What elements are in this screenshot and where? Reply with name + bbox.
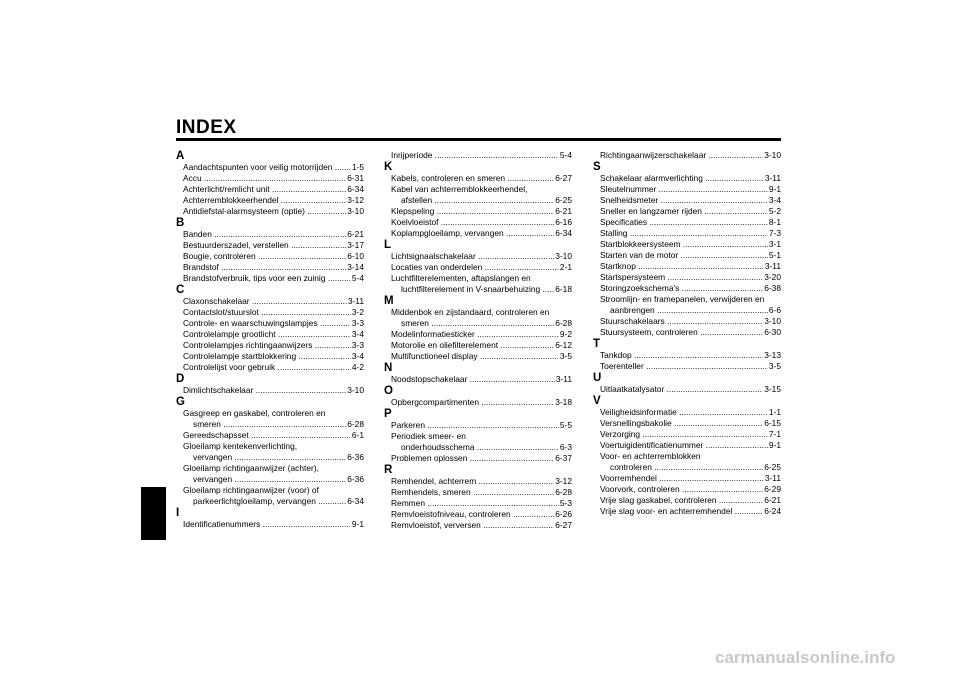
- index-entry-line1: Luchtfilterelementen, aftapslangen en: [391, 273, 531, 283]
- index-entry-text: Achterlicht/remlicht unit: [183, 184, 272, 194]
- index-entry-page: 5-4: [351, 273, 364, 283]
- index-entry-text: Bougie, controleren: [183, 251, 258, 261]
- index-entry-text: parkeerlichtgloeilamp, vervangen: [193, 496, 319, 506]
- index-entry: [384, 453, 572, 464]
- index-entry-page: 6-36: [347, 452, 364, 462]
- index-entry-page: 3-11: [764, 173, 781, 183]
- index-entry: [593, 418, 781, 429]
- index-entry-text: Remhendel, achterrem: [391, 476, 479, 486]
- index-entry-text: Noodstopschakelaar: [391, 374, 470, 384]
- index-entry: [384, 476, 572, 487]
- dot-leader: [234, 474, 364, 484]
- index-entry-page: 3-14: [347, 262, 364, 272]
- dot-leader: [431, 318, 572, 328]
- index-entry-page: 6-28: [555, 318, 572, 328]
- index-letter-t: T: [593, 338, 601, 350]
- index-entry-text: Startblokkeersysteem: [600, 239, 683, 249]
- dot-leader: [477, 329, 572, 339]
- index-entry: [593, 261, 781, 272]
- index-entry-text: Identificatienummers: [183, 519, 263, 529]
- index-letter-o: O: [384, 385, 393, 397]
- index-entry: [176, 441, 364, 463]
- index-entry-page: 6-15: [764, 418, 781, 428]
- index-entry-page: 6-31: [347, 173, 364, 183]
- index-entry: [593, 150, 781, 161]
- index-entry: [593, 184, 781, 195]
- index-entry-page: 6-16: [555, 217, 572, 227]
- dot-leader: [634, 350, 781, 360]
- watermark: carmanualsonline.info: [715, 648, 896, 667]
- index-entry-page: 2-1: [559, 262, 572, 272]
- index-entry-text: Remvloeistof, verversen: [391, 520, 484, 530]
- dot-leader: [214, 229, 364, 239]
- index-entry-text: Controlelampje grootlicht: [183, 329, 278, 339]
- chapter-side-tab: [141, 487, 166, 540]
- index-entry-text: Vrije slag voor- en achterremhendel: [600, 506, 735, 516]
- index-entry-text: Brandstof: [183, 262, 222, 272]
- index-entry: [384, 184, 572, 206]
- index-entry-text: Voorremhendel: [600, 473, 660, 483]
- index-entry: [593, 384, 781, 395]
- index-entry: [384, 498, 572, 509]
- index-letter-g: G: [176, 396, 185, 408]
- dot-leader: [659, 184, 781, 194]
- dot-leader: [261, 307, 364, 317]
- index-entry: [384, 251, 572, 262]
- index-entry-text: luchtfilterelement in V-snaarbehuizing: [401, 284, 543, 294]
- index-entry-page: 3-4: [351, 351, 364, 361]
- index-letter-d: D: [176, 373, 185, 385]
- index-entry-text: Locaties van onderdelen: [391, 262, 485, 272]
- index-entry: [176, 240, 364, 251]
- index-entry-page: 9-1: [768, 440, 781, 450]
- index-entry-text: Remvloeistofniveau, controleren: [391, 509, 513, 519]
- index-entry-page: 6-36: [347, 474, 364, 484]
- index-entry-text: Starten van de motor: [600, 250, 681, 260]
- index-entry-page: 3-15: [764, 384, 781, 394]
- index-entry-page: 3-3: [351, 318, 364, 328]
- index-entry-line1: Gloeilamp richtingaanwijzer (voor) of: [183, 485, 319, 495]
- index-entry-page: 3-10: [764, 150, 781, 160]
- index-column-3: [593, 150, 781, 517]
- dot-leader: [204, 173, 364, 183]
- index-entry-text: Startknop: [600, 261, 639, 271]
- index-entry: [593, 484, 781, 495]
- index-entry-page: 3-11: [347, 296, 364, 306]
- index-entry: [384, 217, 572, 228]
- dot-leader: [477, 442, 572, 452]
- index-entry-text: Stuurschakelaars: [600, 316, 668, 326]
- index-letter-p: P: [384, 408, 392, 420]
- index-entry: [593, 350, 781, 361]
- dot-leader: [435, 150, 572, 160]
- index-entry-page: 5-2: [768, 206, 781, 216]
- index-letter-i: I: [176, 507, 180, 519]
- index-entry-text: afstellen: [401, 195, 435, 205]
- index-entry: [384, 173, 572, 184]
- index-entry-text: Achterremblokkeerhendel: [183, 195, 281, 205]
- index-entry-page: 1-1: [768, 407, 781, 417]
- index-entry-page: 7-3: [768, 228, 781, 238]
- index-entry-text: Richtingaanwijzerschakelaar: [600, 150, 709, 160]
- index-entry: [176, 351, 364, 362]
- dot-leader: [263, 519, 364, 529]
- index-entry: [384, 431, 572, 453]
- index-entry-text: Gereedschapsset: [183, 430, 251, 440]
- index-entry: [384, 206, 572, 217]
- index-entry-text: Specificaties: [600, 217, 650, 227]
- index-entry-text: Remhendels, smeren: [391, 487, 473, 497]
- index-entry: [176, 385, 364, 396]
- dot-leader: [221, 262, 364, 272]
- index-entry: [176, 307, 364, 318]
- index-entry-page: 5-3: [559, 498, 572, 508]
- index-entry: [593, 239, 781, 250]
- index-entry: [593, 250, 781, 261]
- index-entry-text: Verzorging: [600, 429, 643, 439]
- index-entry-text: Problemen oplossen: [391, 453, 470, 463]
- index-entry-text: Sneller en langzamer rijden: [600, 206, 705, 216]
- index-entry-page: 6-34: [347, 184, 364, 194]
- index-entry: [176, 251, 364, 262]
- index-entry: [176, 485, 364, 507]
- index-entry: [176, 362, 364, 373]
- dot-leader: [654, 462, 781, 472]
- index-entry-page: 6-27: [555, 173, 572, 183]
- index-entry-text: Toerenteller: [600, 361, 647, 371]
- index-entry: [384, 329, 572, 340]
- index-entry: [593, 316, 781, 327]
- index-letter-m: M: [384, 295, 394, 307]
- index-letter-b: B: [176, 217, 185, 229]
- index-entry-page: 4-2: [351, 362, 364, 372]
- dot-leader: [638, 261, 781, 271]
- index-entry-text: Schakelaar alarmverlichting: [600, 173, 706, 183]
- index-entry-page: 5-4: [559, 150, 572, 160]
- index-entry: [384, 307, 572, 329]
- index-entry-page: 3-2: [351, 307, 364, 317]
- index-letter-l: L: [384, 239, 392, 251]
- dot-leader: [649, 217, 781, 227]
- index-entry: [176, 229, 364, 240]
- dot-leader: [223, 419, 364, 429]
- dot-leader: [646, 361, 781, 371]
- index-entry-page: 9-1: [351, 519, 364, 529]
- dot-leader: [630, 228, 781, 238]
- dot-leader: [427, 420, 572, 430]
- index-entry: [384, 340, 572, 351]
- index-entry: [593, 283, 781, 294]
- dot-leader: [437, 206, 572, 216]
- index-entry: [593, 429, 781, 440]
- index-entry-page: 6-29: [764, 484, 781, 494]
- index-entry-text: Koplampgloeilamp, vervangen: [391, 228, 506, 238]
- dot-leader: [251, 430, 364, 440]
- index-letter-k: K: [384, 161, 393, 173]
- index-entry-text: Claxonschakelaar: [183, 296, 252, 306]
- index-entry-page: 3-5: [559, 351, 572, 361]
- index-entry-text: aanbrengen: [610, 305, 658, 315]
- index-entry-text: Tankdop: [600, 350, 634, 360]
- index-entry-page: 3-10: [764, 316, 781, 326]
- index-entry-line1: Gloeilamp kentekenverlichting,: [183, 441, 298, 451]
- index-entry: [176, 340, 364, 351]
- index-entry-text: Bestuurderszadel, verstellen: [183, 240, 291, 250]
- index-entry-text: Kabels, controleren en smeren: [391, 173, 508, 183]
- index-entry: [593, 361, 781, 372]
- index-entry: [593, 206, 781, 217]
- index-entry-page: 6-30: [764, 327, 781, 337]
- index-entry-page: 6-37: [555, 453, 572, 463]
- dot-leader: [679, 407, 781, 417]
- dot-leader: [441, 217, 572, 227]
- index-entry-text: Banden: [183, 229, 215, 239]
- index-entry-page: 3-17: [347, 240, 364, 250]
- index-entry-text: Lichtsignaalschakelaar: [391, 251, 479, 261]
- index-entry-page: 3-5: [768, 361, 781, 371]
- index-entry-text: Opbergcompartimenten: [391, 397, 482, 407]
- index-entry-text: Remmen: [391, 498, 428, 508]
- index-entry: [593, 228, 781, 239]
- index-entry-line1: Gasgreep en gaskabel, controleren en: [183, 408, 326, 418]
- index-entry-text: Controlelijst voor gebruik: [183, 362, 278, 372]
- index-entry-text: vervangen: [193, 452, 235, 462]
- index-entry-text: smeren: [193, 419, 224, 429]
- index-entry: [176, 463, 364, 485]
- index-entry-line1: Periodiek smeer- en: [391, 431, 466, 441]
- index-entry-text: Versnellingsbakolie: [600, 418, 675, 428]
- index-entry-page: 3-3: [351, 340, 364, 350]
- index-entry: [176, 206, 364, 217]
- index-entry-text: Koelvloeistof: [391, 217, 441, 227]
- index-entry-text: onderhoudsschema: [401, 442, 477, 452]
- index-entry-page: 3-13: [764, 350, 781, 360]
- index-entry-page: 5-5: [559, 420, 572, 430]
- index-entry-page: 3-10: [347, 206, 364, 216]
- dot-leader: [642, 429, 781, 439]
- index-entry-page: 6-38: [764, 283, 781, 293]
- index-entry-text: Inrijperiode: [391, 150, 435, 160]
- index-entry-page: 6-21: [555, 206, 572, 216]
- index-entry-text: Antidiefstal-alarmsysteem (optie): [183, 206, 308, 216]
- index-entry: [384, 262, 572, 273]
- page-title: INDEX: [176, 117, 237, 138]
- index-entry-page: 6-24: [764, 506, 781, 516]
- index-entry-line1: Middenbok en zijstandaard, controleren en: [391, 307, 550, 317]
- index-entry-page: 3-12: [555, 476, 572, 486]
- index-entry-line1: Gloeilamp richtingaanwijzer (achter),: [183, 463, 319, 473]
- index-letter-n: N: [384, 362, 393, 374]
- index-entry-text: Klepspeling: [391, 206, 437, 216]
- index-entry-text: controleren: [610, 462, 655, 472]
- index-entry: [593, 407, 781, 418]
- index-entry-text: Stalling: [600, 228, 630, 238]
- index-entry: [593, 440, 781, 451]
- index-entry-text: Snelheidsmeter: [600, 195, 661, 205]
- index-entry-text: Dimlichtschakelaar: [183, 385, 256, 395]
- index-entry-page: 6-18: [555, 284, 572, 294]
- index-entry-text: Stuursysteem, controleren: [600, 327, 701, 337]
- index-entry: [593, 272, 781, 283]
- index-entry: [593, 195, 781, 206]
- index-entry-line1: Kabel van achterremblokkeerhendel,: [391, 184, 528, 194]
- dot-leader: [427, 498, 572, 508]
- index-entry-page: 9-1: [768, 184, 781, 194]
- index-entry: [176, 262, 364, 273]
- index-entry-page: 6-28: [347, 419, 364, 429]
- index-entry-page: 3-20: [764, 272, 781, 282]
- index-entry-page: 3-4: [768, 195, 781, 205]
- index-entry-text: Modelinformatiesticker: [391, 329, 478, 339]
- index-letter-r: R: [384, 464, 393, 476]
- index-entry-page: 6-3: [559, 442, 572, 452]
- index-entry-page: 7-1: [768, 429, 781, 439]
- index-entry: [176, 318, 364, 329]
- index-entry-text: Voertuigidentificatienummer: [600, 440, 706, 450]
- index-letter-c: C: [176, 284, 185, 296]
- index-entry: [384, 420, 572, 431]
- index-entry-page: 6-27: [555, 520, 572, 530]
- index-entry: [593, 495, 781, 506]
- index-entry-page: 6-21: [764, 495, 781, 505]
- index-entry-text: vervangen: [193, 474, 235, 484]
- dot-leader: [234, 452, 364, 462]
- index-entry-text: Aandachtspunten voor veilig motorrijden: [183, 162, 335, 172]
- index-entry-page: 1-5: [351, 162, 364, 172]
- index-entry: [384, 228, 572, 239]
- index-column-1: [176, 150, 364, 530]
- index-entry-page: 5-1: [768, 250, 781, 260]
- index-entry: [176, 273, 364, 284]
- index-entry-line1: Voor- en achterremblokken: [600, 451, 701, 461]
- index-entry: [176, 173, 364, 184]
- index-entry: [593, 451, 781, 473]
- index-entry-text: smeren: [401, 318, 432, 328]
- index-entry: [384, 351, 572, 362]
- index-letter-u: U: [593, 372, 602, 384]
- index-entry-text: Multifunctioneel display: [391, 351, 480, 361]
- index-entry: [176, 430, 364, 441]
- dot-leader: [681, 250, 781, 260]
- index-entry: [176, 408, 364, 430]
- index-entry-page: 6-34: [347, 496, 364, 506]
- index-entry-page: 3-10: [555, 251, 572, 261]
- index-entry-text: Storingzoekschema's: [600, 283, 682, 293]
- index-entry: [384, 520, 572, 531]
- index-entry: [384, 374, 572, 385]
- index-entry-page: 8-1: [768, 217, 781, 227]
- dot-leader: [657, 305, 781, 315]
- index-entry-page: 9-2: [559, 329, 572, 339]
- index-letter-a: A: [176, 150, 185, 162]
- index-entry: [593, 173, 781, 184]
- index-entry: [593, 506, 781, 517]
- index-entry-page: 3-10: [347, 385, 364, 395]
- index-entry-text: Controle- en waarschuwingslampjes: [183, 318, 320, 328]
- index-entry-page: 6-6: [768, 305, 781, 315]
- index-entry-page: 3-12: [347, 195, 364, 205]
- index-entry: [593, 294, 781, 316]
- dot-leader: [435, 195, 572, 205]
- index-entry-text: Accu: [183, 173, 204, 183]
- index-entry-page: 6-10: [347, 251, 364, 261]
- index-letter-v: V: [593, 395, 601, 407]
- index-entry-page: 6-25: [555, 195, 572, 205]
- index-entry-text: Vrije slag gaskabel, controleren: [600, 495, 719, 505]
- index-entry-text: Parkeren: [391, 420, 428, 430]
- index-entry: [176, 519, 364, 530]
- index-entry: [384, 150, 572, 161]
- index-entry-page: 6-25: [764, 462, 781, 472]
- index-entry: [176, 296, 364, 307]
- index-entry-page: 3-18: [555, 397, 572, 407]
- index-entry-text: Motorolie en oliefilterelement: [391, 340, 501, 350]
- index-entry-page: 6-34: [555, 228, 572, 238]
- index-entry-text: Brandstofverbruik, tips voor een zuinig: [183, 273, 328, 283]
- index-entry-page: 6-28: [555, 487, 572, 497]
- index-entry-page: 3-11: [764, 473, 781, 483]
- index-entry-page: 6-1: [351, 430, 364, 440]
- index-entry-page: 3-11: [764, 261, 781, 271]
- index-entry-text: Uitlaatkatalysator: [600, 384, 667, 394]
- index-entry: [384, 273, 572, 295]
- index-entry-page: 6-26: [555, 509, 572, 519]
- index-column-2: [384, 150, 572, 531]
- index-entry: [384, 509, 572, 520]
- index-entry-text: Controlelampjes richtingaanwijzers: [183, 340, 315, 350]
- index-entry: [176, 195, 364, 206]
- index-entry-text: Startspersysteem: [600, 272, 668, 282]
- index-entry-text: Contactslot/stuurslot: [183, 307, 262, 317]
- index-entry: [176, 184, 364, 195]
- index-entry: [593, 217, 781, 228]
- index-letter-s: S: [593, 161, 601, 173]
- dot-leader: [659, 473, 781, 483]
- index-entry-text: Controlelampje startblokkering: [183, 351, 299, 361]
- dot-leader: [683, 239, 781, 249]
- index-entry: [176, 329, 364, 340]
- index-entry-page: 3-4: [351, 329, 364, 339]
- index-entry: [176, 162, 364, 173]
- index-entry-page: 6-12: [555, 340, 572, 350]
- dot-leader: [661, 195, 781, 205]
- index-entry-page: 3-11: [555, 374, 572, 384]
- title-rule: [176, 138, 781, 141]
- index-entry: [593, 327, 781, 338]
- index-entry: [593, 473, 781, 484]
- index-entry-text: Veiligheidsinformatie: [600, 407, 680, 417]
- index-entry: [384, 487, 572, 498]
- index-entry: [384, 397, 572, 408]
- index-entry-line1: Stroomlijn- en framepanelen, verwijderen en: [600, 294, 765, 304]
- index-entry-page: 3-1: [768, 239, 781, 249]
- index-entry-page: 6-21: [347, 229, 364, 239]
- index-entry-text: Sleutelnummer: [600, 184, 659, 194]
- index-entry-text: Voorvork, controleren: [600, 484, 682, 494]
